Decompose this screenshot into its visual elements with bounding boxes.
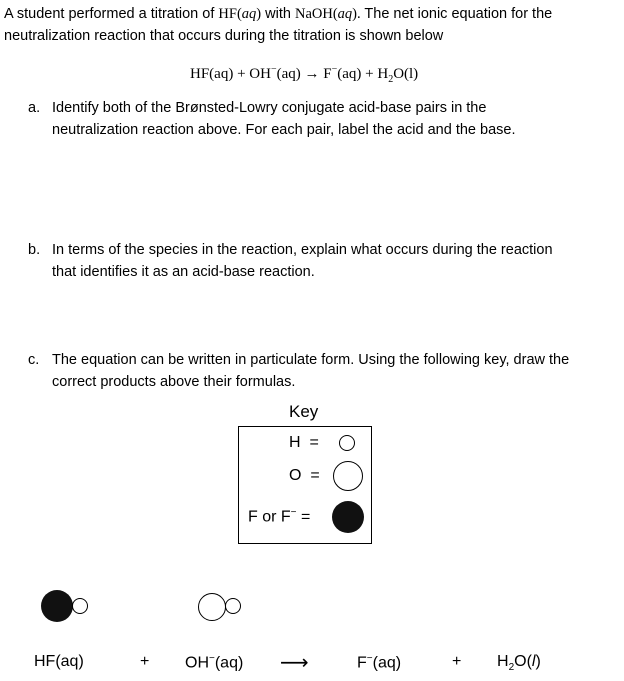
- key-fluorine-label: F or F− =: [248, 507, 311, 526]
- key-title: Key: [289, 402, 319, 421]
- intro-line-2: neutralization reaction that occurs during the titration is shown below: [4, 28, 444, 44]
- question-c-line-2: correct products above their formulas.: [52, 374, 296, 390]
- naoh-formula: NaOH(aq).: [294, 6, 361, 22]
- key-hydrogen-label: H =: [289, 434, 319, 451]
- formula-f: F−(aq): [357, 653, 402, 672]
- formula-oh: OH−(aq): [185, 653, 244, 672]
- reaction-arrow: ⟶: [280, 652, 309, 674]
- question-a-marker: a.: [28, 100, 41, 116]
- question-a-line-1: Identify both of the Brønsted-Lowry conjugate acid-base pairs in the: [52, 100, 487, 116]
- net-ionic-equation: $HF(aq) + OH^-(aq) \to F^-(aq) + H_2O(l)$: [190, 64, 419, 85]
- question-b-line-2: that identifies it as an acid-base reaction.: [52, 264, 315, 280]
- oh-hydrogen-atom-icon: [225, 598, 241, 614]
- oh-oxygen-atom-icon: [198, 593, 226, 621]
- key-oxygen-label: O =: [289, 467, 320, 484]
- question-a-line-2: neutralization reaction above. For each pair, label the acid and the base.: [52, 122, 516, 138]
- intro-line-1: A student performed a titration of HF(aq) with NaOH(aq). The net ionic equation for the: [4, 6, 553, 22]
- formula-plus-1: +: [140, 653, 150, 670]
- hydrogen-atom-icon: [339, 435, 355, 451]
- question-b-line-1: In terms of the species in the reaction, explain what occurs during the reaction: [52, 242, 553, 258]
- formula-h2o: $H_2O(l)$: [497, 653, 541, 674]
- question-b-marker: b.: [28, 242, 41, 258]
- formula-hf: HF(aq): [34, 653, 84, 670]
- hf-formula: HF(aq): [218, 6, 262, 22]
- formula-plus-2: +: [452, 653, 462, 670]
- oxygen-atom-icon: [333, 461, 363, 491]
- hf-hydrogen-atom-icon: [72, 598, 88, 614]
- fluorine-atom-icon: [332, 501, 364, 533]
- hf-fluorine-atom-icon: [41, 590, 73, 622]
- question-c-marker: c.: [28, 352, 40, 368]
- question-c-line-1: The equation can be written in particulate form. Using the following key, draw the: [52, 352, 570, 368]
